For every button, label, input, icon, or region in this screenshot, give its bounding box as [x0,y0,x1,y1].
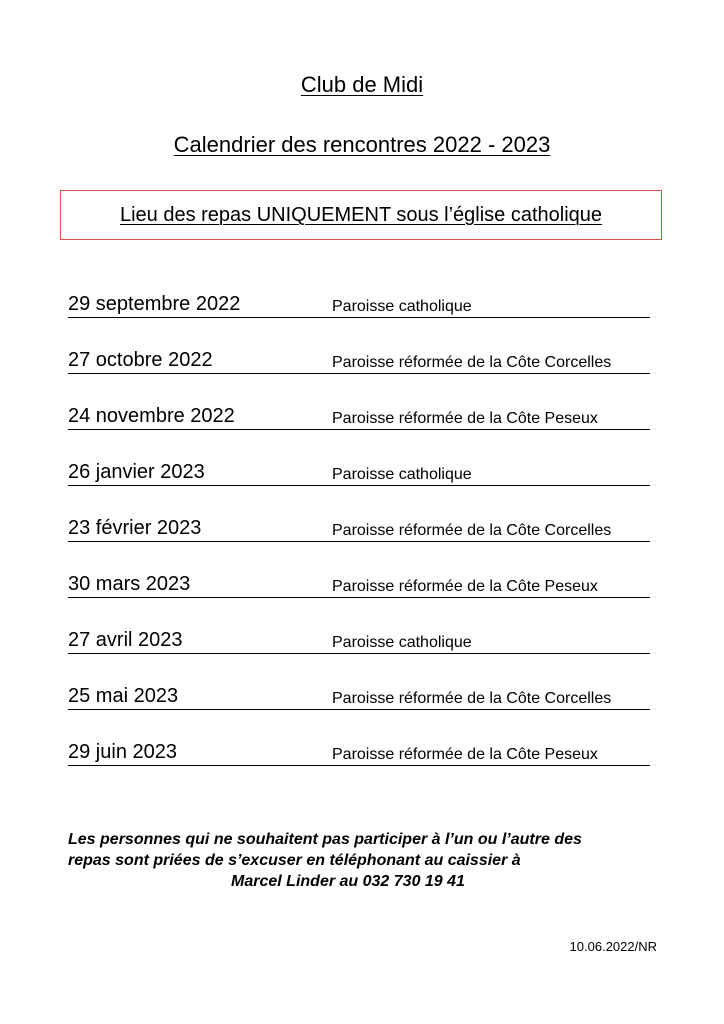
meeting-place: Paroisse réformée de la Côte Peseux [332,578,598,595]
row-underline [68,765,650,766]
calendar-title-text: Calendrier des rencontres 2022 - 2023 [173,132,551,157]
meeting-date: 23 février 2023 [68,517,202,539]
row-underline [68,709,650,710]
excuse-notice-line-3: Marcel Linder au 032 730 19 41 [231,873,465,890]
club-title [0,71,724,99]
schedule-row [68,514,668,570]
meeting-place: Paroisse réformée de la Côte Peseux [332,746,598,763]
excuse-notice-line-1: Les personnes qui ne souhaitent pas participer à l’un ou l’autre des [68,831,582,848]
notice-text: Lieu des repas UNIQUEMENT sous l’église catholique [119,203,603,226]
meeting-date: 27 octobre 2022 [68,349,213,371]
row-underline [68,653,650,654]
meeting-date: 24 novembre 2022 [68,405,235,427]
club-title-text: Club de Midi [300,72,424,97]
meeting-place: Paroisse réformée de la Côte Corcelles [332,354,612,371]
meeting-date: 29 septembre 2022 [68,293,241,315]
row-underline [68,429,650,430]
notice-box [60,190,662,240]
schedule-row [68,402,668,458]
schedule-row [68,458,668,514]
schedule-row [68,626,668,682]
excuse-notice [50,829,674,892]
meeting-date: 25 mai 2023 [68,685,179,707]
schedule-row [68,290,668,346]
meeting-date: 30 mars 2023 [68,573,191,595]
meeting-place: Paroisse catholique [332,298,472,315]
row-underline [68,373,650,374]
schedule-row [68,346,668,402]
meeting-place: Paroisse réformée de la Côte Corcelles [332,522,612,539]
meeting-date: 26 janvier 2023 [68,461,205,483]
meeting-schedule [68,290,668,794]
meeting-place: Paroisse réformée de la Côte Corcelles [332,690,612,707]
row-underline [68,597,650,598]
excuse-notice-line-2: repas sont priées de s’excuser en téléphonant au caissier à [68,852,521,869]
schedule-row [68,682,668,738]
row-underline [68,317,650,318]
row-underline [68,541,650,542]
meeting-date: 29 juin 2023 [68,741,177,763]
meeting-place: Paroisse catholique [332,466,472,483]
row-underline [68,485,650,486]
meeting-date: 27 avril 2023 [68,629,183,651]
meeting-place: Paroisse réformée de la Côte Peseux [332,410,598,427]
calendar-title [0,131,724,159]
schedule-row [68,738,668,794]
schedule-row [68,570,668,626]
meeting-place: Paroisse catholique [332,634,472,651]
document-reference: 10.06.2022/NR [569,939,657,954]
